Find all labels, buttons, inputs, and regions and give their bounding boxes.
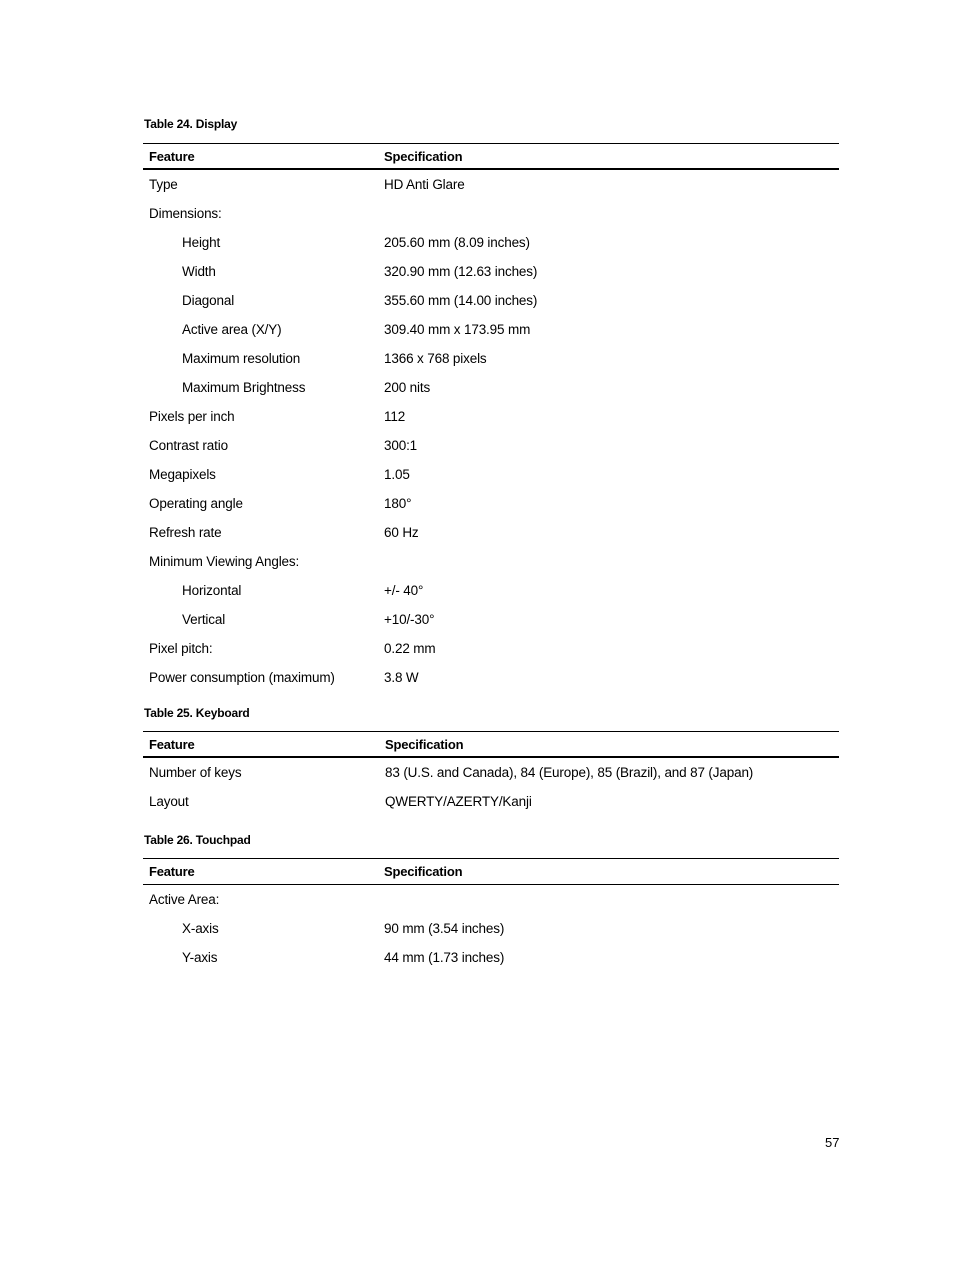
- specification-cell: 3.8 W: [384, 670, 419, 685]
- feature-cell: Power consumption (maximum): [149, 670, 335, 685]
- table-caption-keyboard: Table 25. Keyboard: [144, 706, 250, 720]
- table-row: [143, 758, 839, 787]
- feature-cell: Operating angle: [149, 496, 243, 511]
- table-row: [143, 199, 839, 228]
- table-row: [143, 634, 839, 663]
- table-row: [143, 431, 839, 460]
- table-row: [143, 170, 839, 199]
- specification-cell: 309.40 mm x 173.95 mm: [384, 322, 531, 337]
- specification-cell: HD Anti Glare: [384, 177, 465, 192]
- table-body: [143, 170, 839, 692]
- feature-cell: Contrast ratio: [149, 438, 228, 453]
- specification-cell: 83 (U.S. and Canada), 84 (Europe), 85 (Brazil), and 87 (Japan): [385, 765, 754, 780]
- specification-cell: 320.90 mm (12.63 inches): [384, 264, 538, 279]
- table-row: [143, 315, 839, 344]
- table-caption-touchpad: Table 26. Touchpad: [144, 833, 251, 847]
- specification-cell: 112: [384, 409, 406, 424]
- table-row: [143, 518, 839, 547]
- header-specification: Specification: [385, 736, 464, 752]
- header-feature: Feature: [149, 736, 195, 752]
- feature-cell: Pixel pitch:: [149, 641, 213, 656]
- feature-cell: Pixels per inch: [149, 409, 235, 424]
- touchpad-spec-table: [143, 858, 839, 972]
- feature-cell: Type: [149, 177, 178, 192]
- feature-cell: X-axis: [182, 921, 219, 936]
- feature-cell: Diagonal: [182, 293, 235, 308]
- table-row: [143, 373, 839, 402]
- feature-cell: Y-axis: [182, 950, 218, 965]
- specification-cell: +/- 40°: [384, 583, 424, 598]
- feature-cell: Width: [182, 264, 216, 279]
- specification-cell: 60 Hz: [384, 525, 419, 540]
- table-row: [143, 257, 839, 286]
- table-row: [143, 885, 839, 914]
- feature-cell: Height: [182, 235, 221, 250]
- header-specification: Specification: [384, 148, 463, 164]
- table-row: [143, 228, 839, 257]
- specification-cell: QWERTY/AZERTY/Kanji: [385, 794, 532, 809]
- specification-cell: 0.22 mm: [384, 641, 436, 656]
- page-number: 57: [825, 1135, 840, 1150]
- specification-cell: 205.60 mm (8.09 inches): [384, 235, 530, 250]
- display-spec-table: [143, 143, 839, 692]
- table-header-row: [143, 144, 839, 170]
- header-feature: Feature: [149, 864, 195, 879]
- feature-cell: Maximum resolution: [182, 351, 301, 366]
- table-row: [143, 787, 839, 816]
- header-feature: Feature: [149, 148, 195, 164]
- table-row: [143, 402, 839, 431]
- feature-cell: Number of keys: [149, 765, 242, 780]
- table-row: [143, 576, 839, 605]
- feature-cell: Active area (X/Y): [182, 322, 282, 337]
- specification-cell: +10/-30°: [384, 612, 435, 627]
- feature-cell: Refresh rate: [149, 525, 222, 540]
- feature-cell: Megapixels: [149, 467, 216, 482]
- specification-cell: 355.60 mm (14.00 inches): [384, 293, 538, 308]
- table-body: [143, 885, 839, 972]
- table-row: [143, 286, 839, 315]
- specification-cell: 1366 x 768 pixels: [384, 351, 487, 366]
- feature-cell: Maximum Brightness: [182, 380, 306, 395]
- table-body: [143, 758, 839, 816]
- feature-cell: Vertical: [182, 612, 226, 627]
- feature-cell: Active Area:: [149, 892, 220, 907]
- feature-cell: Dimensions:: [149, 206, 222, 221]
- feature-cell: Minimum Viewing Angles:: [149, 554, 300, 569]
- header-specification: Specification: [384, 864, 463, 879]
- specification-cell: 1.05: [384, 467, 410, 482]
- table-row: [143, 344, 839, 373]
- specification-cell: 300:1: [384, 438, 418, 453]
- feature-cell: Horizontal: [182, 583, 242, 598]
- table-header-row: [143, 859, 839, 885]
- keyboard-spec-table: [143, 731, 839, 816]
- table-row: [143, 460, 839, 489]
- table-row: [143, 547, 839, 576]
- specification-cell: 44 mm (1.73 inches): [384, 950, 505, 965]
- specification-cell: 180°: [384, 496, 412, 511]
- table-header-row: [143, 732, 839, 758]
- table-row: [143, 605, 839, 634]
- table-row: [143, 489, 839, 518]
- table-row: [143, 943, 839, 972]
- feature-cell: Layout: [149, 794, 189, 809]
- specification-cell: 90 mm (3.54 inches): [384, 921, 505, 936]
- table-row: [143, 663, 839, 692]
- table-caption-display: Table 24. Display: [144, 117, 238, 131]
- specification-cell: 200 nits: [384, 380, 431, 395]
- table-row: [143, 914, 839, 943]
